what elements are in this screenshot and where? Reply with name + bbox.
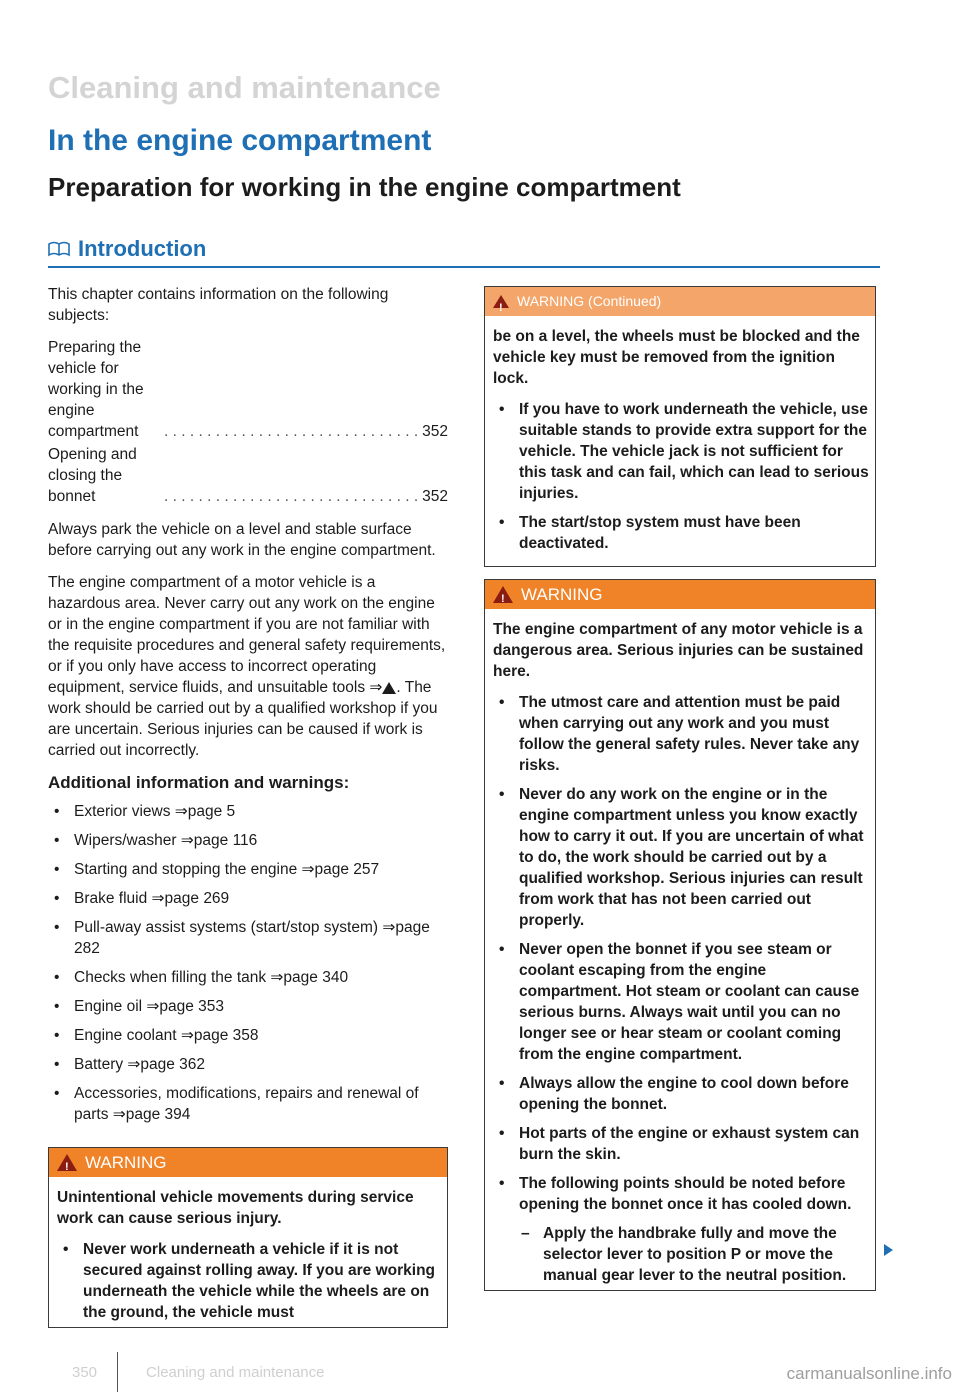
warning-triangle-icon <box>493 295 509 308</box>
warning-body <box>49 1177 447 1327</box>
footer-chapter: Cleaning and maintenance <box>146 1363 325 1381</box>
toc-page: 352 <box>422 423 448 440</box>
warning-header <box>49 1148 447 1177</box>
page-footer <box>72 1352 325 1392</box>
page-number: 350 <box>72 1363 98 1381</box>
reference-item[interactable]: • Engine oil ⇒page 353 <box>48 996 448 1017</box>
section-title: In the engine compartment <box>48 124 432 157</box>
ref-arrow: ⇒ <box>369 679 383 696</box>
warning-item: • Never open the bonnet if you see steam or coolant escaping from the engine compartment. Hot steam or coolant can cause serious burns. Always wait until you can no longer see or hear steam or coolant coming from the engine compartment. <box>493 939 869 1065</box>
reference-item[interactable]: • Starting and stopping the engine ⇒page 257 <box>48 859 448 880</box>
warning-title: WARNING <box>521 585 603 604</box>
toc-dots: . . . . . . . . . . . . . . . . . . . . . . . . . . . . . . <box>164 423 419 440</box>
reference-list <box>48 801 448 1125</box>
warning-body <box>485 609 875 1290</box>
warning-list <box>57 1239 441 1323</box>
toc-dots: . . . . . . . . . . . . . . . . . . . . . . . . . . . . . . <box>164 488 419 505</box>
paragraph-text: . The work should be carried out by a qualified workshop if you are uncertain. Serious injuries can be caused if work is carried out incorrectly. <box>48 679 438 759</box>
subsection-title: Preparation for working in the engine compartment <box>48 172 681 202</box>
chapter-title: Cleaning and maintenance <box>48 70 441 105</box>
right-column <box>484 286 876 1291</box>
reference-item[interactable]: • Engine coolant ⇒page 358 <box>48 1025 448 1046</box>
footer-divider <box>117 1352 118 1392</box>
toc-label: Preparing the vehicle for working in the engine compartment <box>48 339 144 440</box>
additional-heading: Additional information and warnings: <box>48 773 350 792</box>
continued-arrow-icon[interactable] <box>884 1244 893 1256</box>
introduction-heading <box>48 236 206 262</box>
warning-body <box>485 316 875 566</box>
warning-item: • If you have to work underneath the vehicle, use suitable stands to provide extra support for the vehicle. The vehicle jack is not sufficient for this task and can fail, which can lead to serious injuries. <box>493 399 869 504</box>
toc-page: 352 <box>422 488 448 505</box>
warning-title: WARNING <box>85 1153 167 1172</box>
reference-item[interactable]: • Battery ⇒page 362 <box>48 1054 448 1075</box>
book-icon <box>48 241 70 257</box>
warning-item: • The following points should be noted before opening the bonnet once it has cooled down. <box>493 1173 869 1215</box>
warning-list <box>493 692 869 1215</box>
warning-lead: be on a level, the wheels must be blocked and the vehicle key must be removed from the ignition lock. <box>493 328 860 387</box>
warning-item: • Never work underneath a vehicle if it is not secured against rolling away. If you are working underneath the vehicle while the wheels are on the ground, the vehicle must <box>57 1239 441 1323</box>
reference-item[interactable]: • Exterior views ⇒page 5 <box>48 801 448 822</box>
paragraph: Always park the vehicle on a level and stable surface before carrying out any work in the engine compartment. <box>48 521 436 559</box>
warning-box-continued <box>484 286 876 567</box>
warning-item: • The start/stop system must have been deactivated. <box>493 512 869 554</box>
warning-box <box>48 1147 448 1328</box>
warning-title: WARNING (Continued) <box>517 293 662 309</box>
paragraph <box>48 572 448 761</box>
warning-sub-item: – Apply the handbrake fully and move the selector lever to position P or move the manual gear lever to the neutral position. <box>517 1223 869 1286</box>
toc-label: Opening and closing the bonnet <box>48 446 137 505</box>
reference-item[interactable]: • Wipers/washer ⇒page 116 <box>48 830 448 851</box>
intro-text: This chapter contains information on the following subjects: <box>48 286 389 324</box>
left-column <box>48 284 448 1328</box>
reference-item[interactable]: • Pull-away assist systems (start/stop system) ⇒page 282 <box>48 917 448 959</box>
watermark: carmanualsonline.info <box>786 1364 952 1383</box>
warning-item: • The utmost care and attention must be paid when carrying out any work and you must follow the general safety rules. Never take any risks. <box>493 692 869 776</box>
warning-triangle-icon <box>493 586 513 603</box>
paragraph-text: The engine compartment of a motor vehicle is a hazardous area. Never carry out any work on the engine or in the engine compartment if you are not familiar with the requisite procedures and general safety requirements, or if you only have access to incorrect operating equipment, service fluids, and unsuitable tools <box>48 574 446 696</box>
warning-item: • Never do any work on the engine or in the engine compartment unless you know exactly how to carry it out. If you are uncertain of what to do, the work should be carried out by a qualified workshop. Serious injuries can result from work that has not been carried out properly. <box>493 784 869 931</box>
warning-triangle-icon <box>57 1154 77 1171</box>
reference-item[interactable]: • Accessories, modifications, repairs and renewal of parts ⇒page 394 <box>48 1083 448 1125</box>
warning-header <box>485 580 875 609</box>
warning-lead: Unintentional vehicle movements during service work can cause serious injury. <box>57 1189 414 1227</box>
warning-lead: The engine compartment of any motor vehicle is a dangerous area. Serious injuries can be sustained here. <box>493 621 864 680</box>
introduction-title: Introduction <box>78 236 207 261</box>
reference-item[interactable]: • Brake fluid ⇒page 269 <box>48 888 448 909</box>
warning-list <box>493 399 869 554</box>
warning-ref-icon[interactable] <box>382 682 396 694</box>
toc <box>48 337 448 507</box>
heading-rule <box>48 266 880 268</box>
warning-item: • Always allow the engine to cool down before opening the bonnet. <box>493 1073 869 1115</box>
warning-header <box>485 287 875 316</box>
reference-item[interactable]: • Checks when filling the tank ⇒page 340 <box>48 967 448 988</box>
toc-entry[interactable] <box>48 444 448 507</box>
warning-box <box>484 579 876 1291</box>
warning-item: • Hot parts of the engine or exhaust system can burn the skin. <box>493 1123 869 1165</box>
toc-entry[interactable] <box>48 337 448 442</box>
